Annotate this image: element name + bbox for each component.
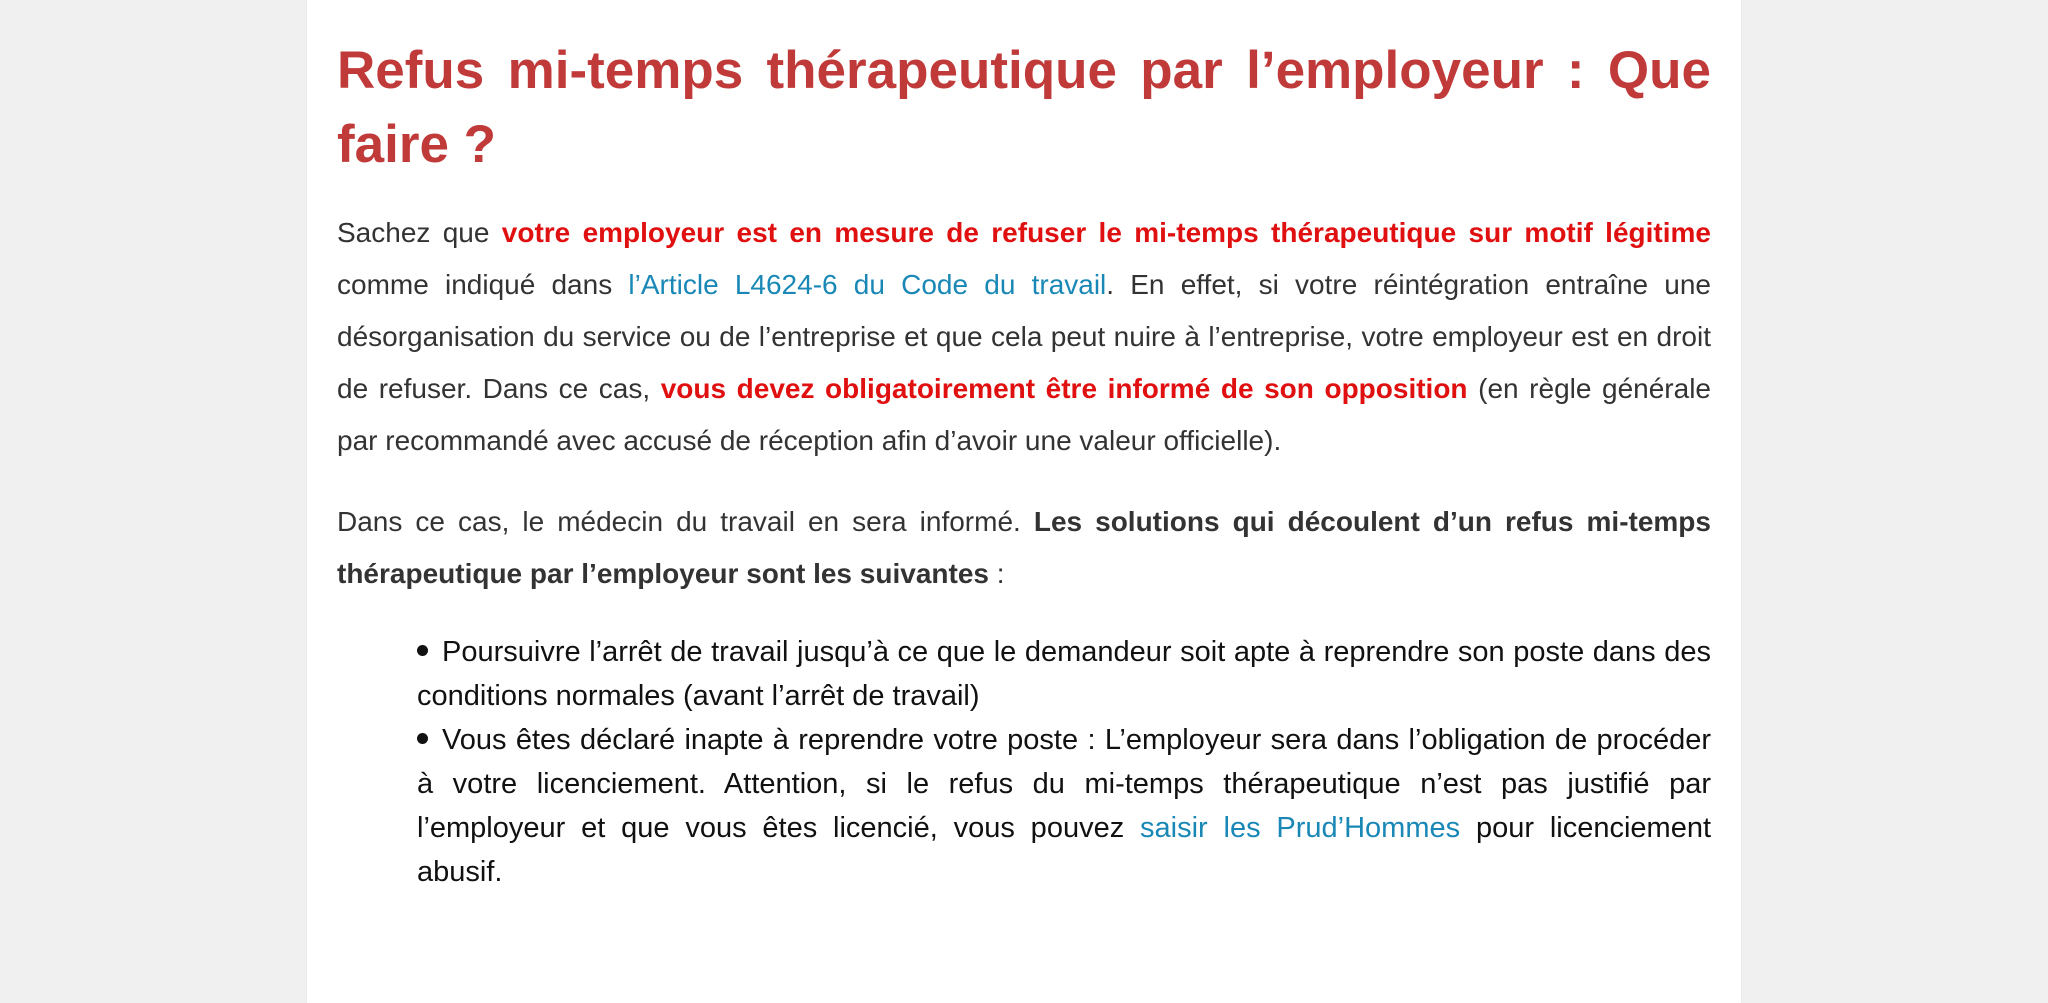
bullet-icon [417, 645, 428, 656]
bullet-icon [417, 733, 428, 744]
highlight-must-be-informed: vous devez obligatoirement être informé de son opposition [660, 373, 1468, 404]
highlight-refusal-legitimate: votre employeur est en mesure de refuser le mi-temps thérapeutique sur motif légitime [501, 217, 1711, 248]
link-article-l4624-6[interactable]: l’Article L4624-6 du Code du travail [628, 269, 1107, 300]
article-content [337, 0, 1711, 894]
list-item-text: pour licenciement abusif. [417, 812, 1712, 888]
solutions-list [337, 630, 1711, 894]
list-item [417, 718, 1711, 894]
link-prudhommes[interactable]: saisir les Prud’Hommes [1140, 812, 1461, 844]
text-segment: comme indiqué dans [337, 269, 629, 300]
text-segment: . En effet, si votre réintégration entraîne une désorganisation du service ou de l’entreprise et que cela peut nuire à l’entreprise, votre employeur est en droit de refuser. Dans ce cas, [337, 269, 1711, 404]
article-title: Refus mi-temps thérapeutique par l’employeur : Que faire ? [337, 41, 1711, 174]
text-segment: Sachez que [337, 217, 502, 248]
text-segment: Dans ce cas, le médecin du travail en sera informé. [337, 506, 1034, 537]
list-item [417, 630, 1711, 718]
text-segment: (en règle générale par recommandé avec accusé de réception afin d’avoir une valeur officielle). [337, 373, 1711, 456]
text-segment: : [988, 558, 1005, 589]
list-item-text: Vous êtes déclaré inapte à reprendre votre poste : L’employeur sera dans l’obligation de procéder à votre licenciement. Attention, si le refus du mi-temps thérapeutique n’est pas justifié par l’employeur et que vous êtes licencié, vous pouvez [417, 724, 1711, 844]
page-container [307, 0, 1741, 1003]
paragraph-refusal-conditions [337, 207, 1711, 467]
list-item-text: Poursuivre l’arrêt de travail jusqu’à ce que le demandeur soit apte à reprendre son poste dans des conditions normales (avant l’arrêt de travail) [417, 636, 1711, 712]
paragraph-solutions-intro [337, 496, 1711, 600]
bold-solutions-statement: Les solutions qui découlent d’un refus mi-temps thérapeutique par l’employeur sont les suivantes [337, 506, 1711, 589]
